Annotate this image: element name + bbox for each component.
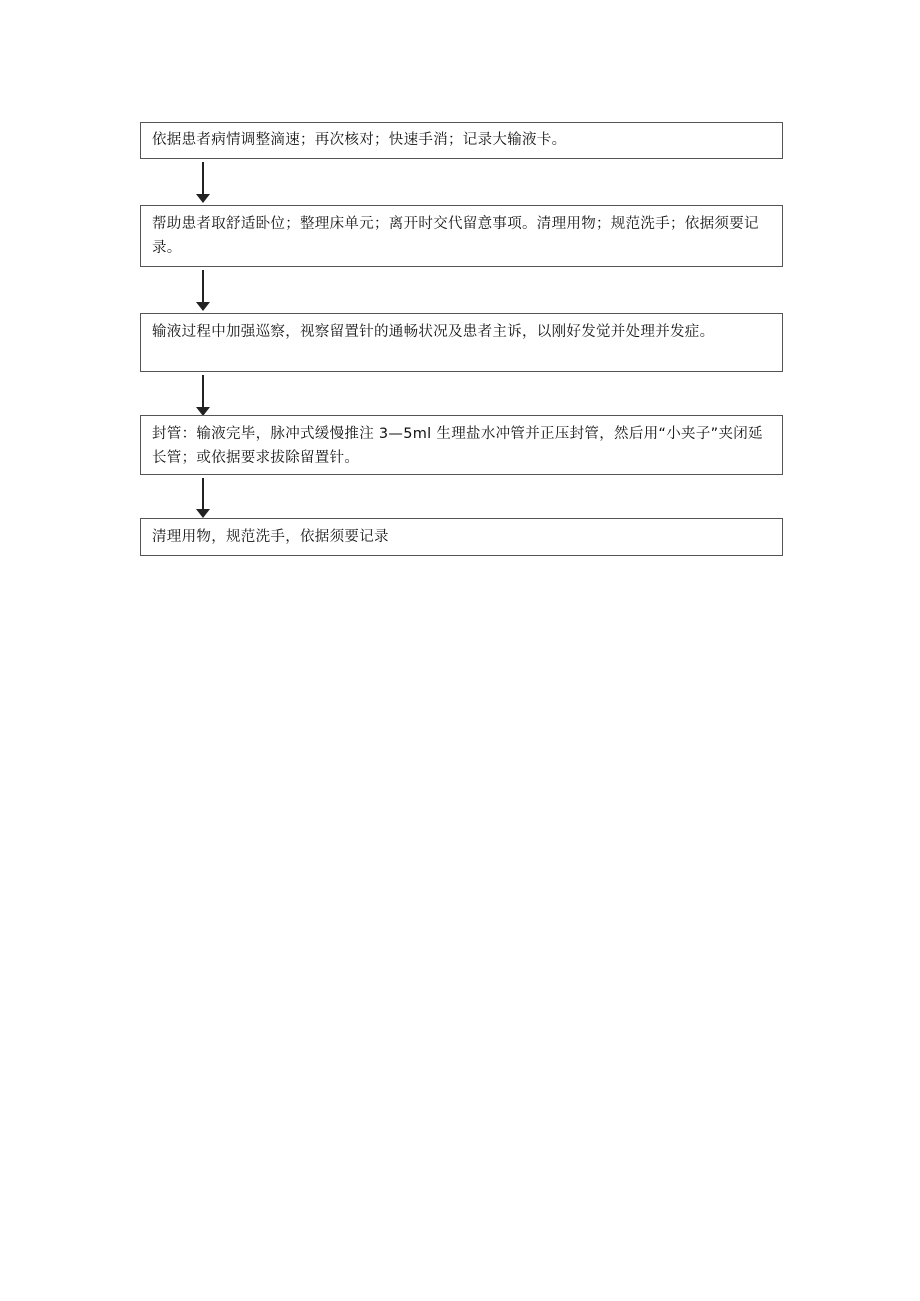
flow-arrow-1 (196, 162, 210, 203)
flow-step-4 (140, 415, 783, 475)
flow-arrow-2-head (196, 302, 210, 311)
flow-step-5 (140, 518, 783, 556)
flow-step-4-text: 封管：输液完毕，脉冲式缓慢推注 3—5ml 生理盐水冲管并正压封管，然后用“小夹子”夹闭延长管；或依据要求拔除留置针。 (152, 426, 763, 466)
flow-arrow-3 (196, 375, 210, 416)
flow-step-3-text: 输液过程中加强巡察，视察留置针的通畅状况及患者主诉，以刚好发觉并处理并发症。 (152, 324, 715, 340)
flow-arrow-1-head (196, 194, 210, 203)
flow-step-1 (140, 122, 783, 159)
flow-arrow-3-shaft (202, 375, 204, 408)
flow-arrow-4 (196, 478, 210, 518)
flow-step-5-text: 清理用物，规范洗手，依据须要记录 (152, 529, 389, 545)
flow-step-2-text: 帮助患者取舒适卧位；整理床单元；离开时交代留意事项。清理用物；规范洗手；依据须要记录。 (152, 216, 759, 256)
flow-step-3 (140, 313, 783, 372)
flow-arrow-1-shaft (202, 162, 204, 195)
flow-arrow-4-head (196, 509, 210, 518)
flow-arrow-2 (196, 270, 210, 311)
flow-arrow-4-shaft (202, 478, 204, 510)
flow-arrow-2-shaft (202, 270, 204, 303)
flow-step-1-text: 依据患者病情调整滴速；再次核对；快速手消；记录大输液卡。 (152, 132, 567, 148)
flow-step-2 (140, 205, 783, 267)
